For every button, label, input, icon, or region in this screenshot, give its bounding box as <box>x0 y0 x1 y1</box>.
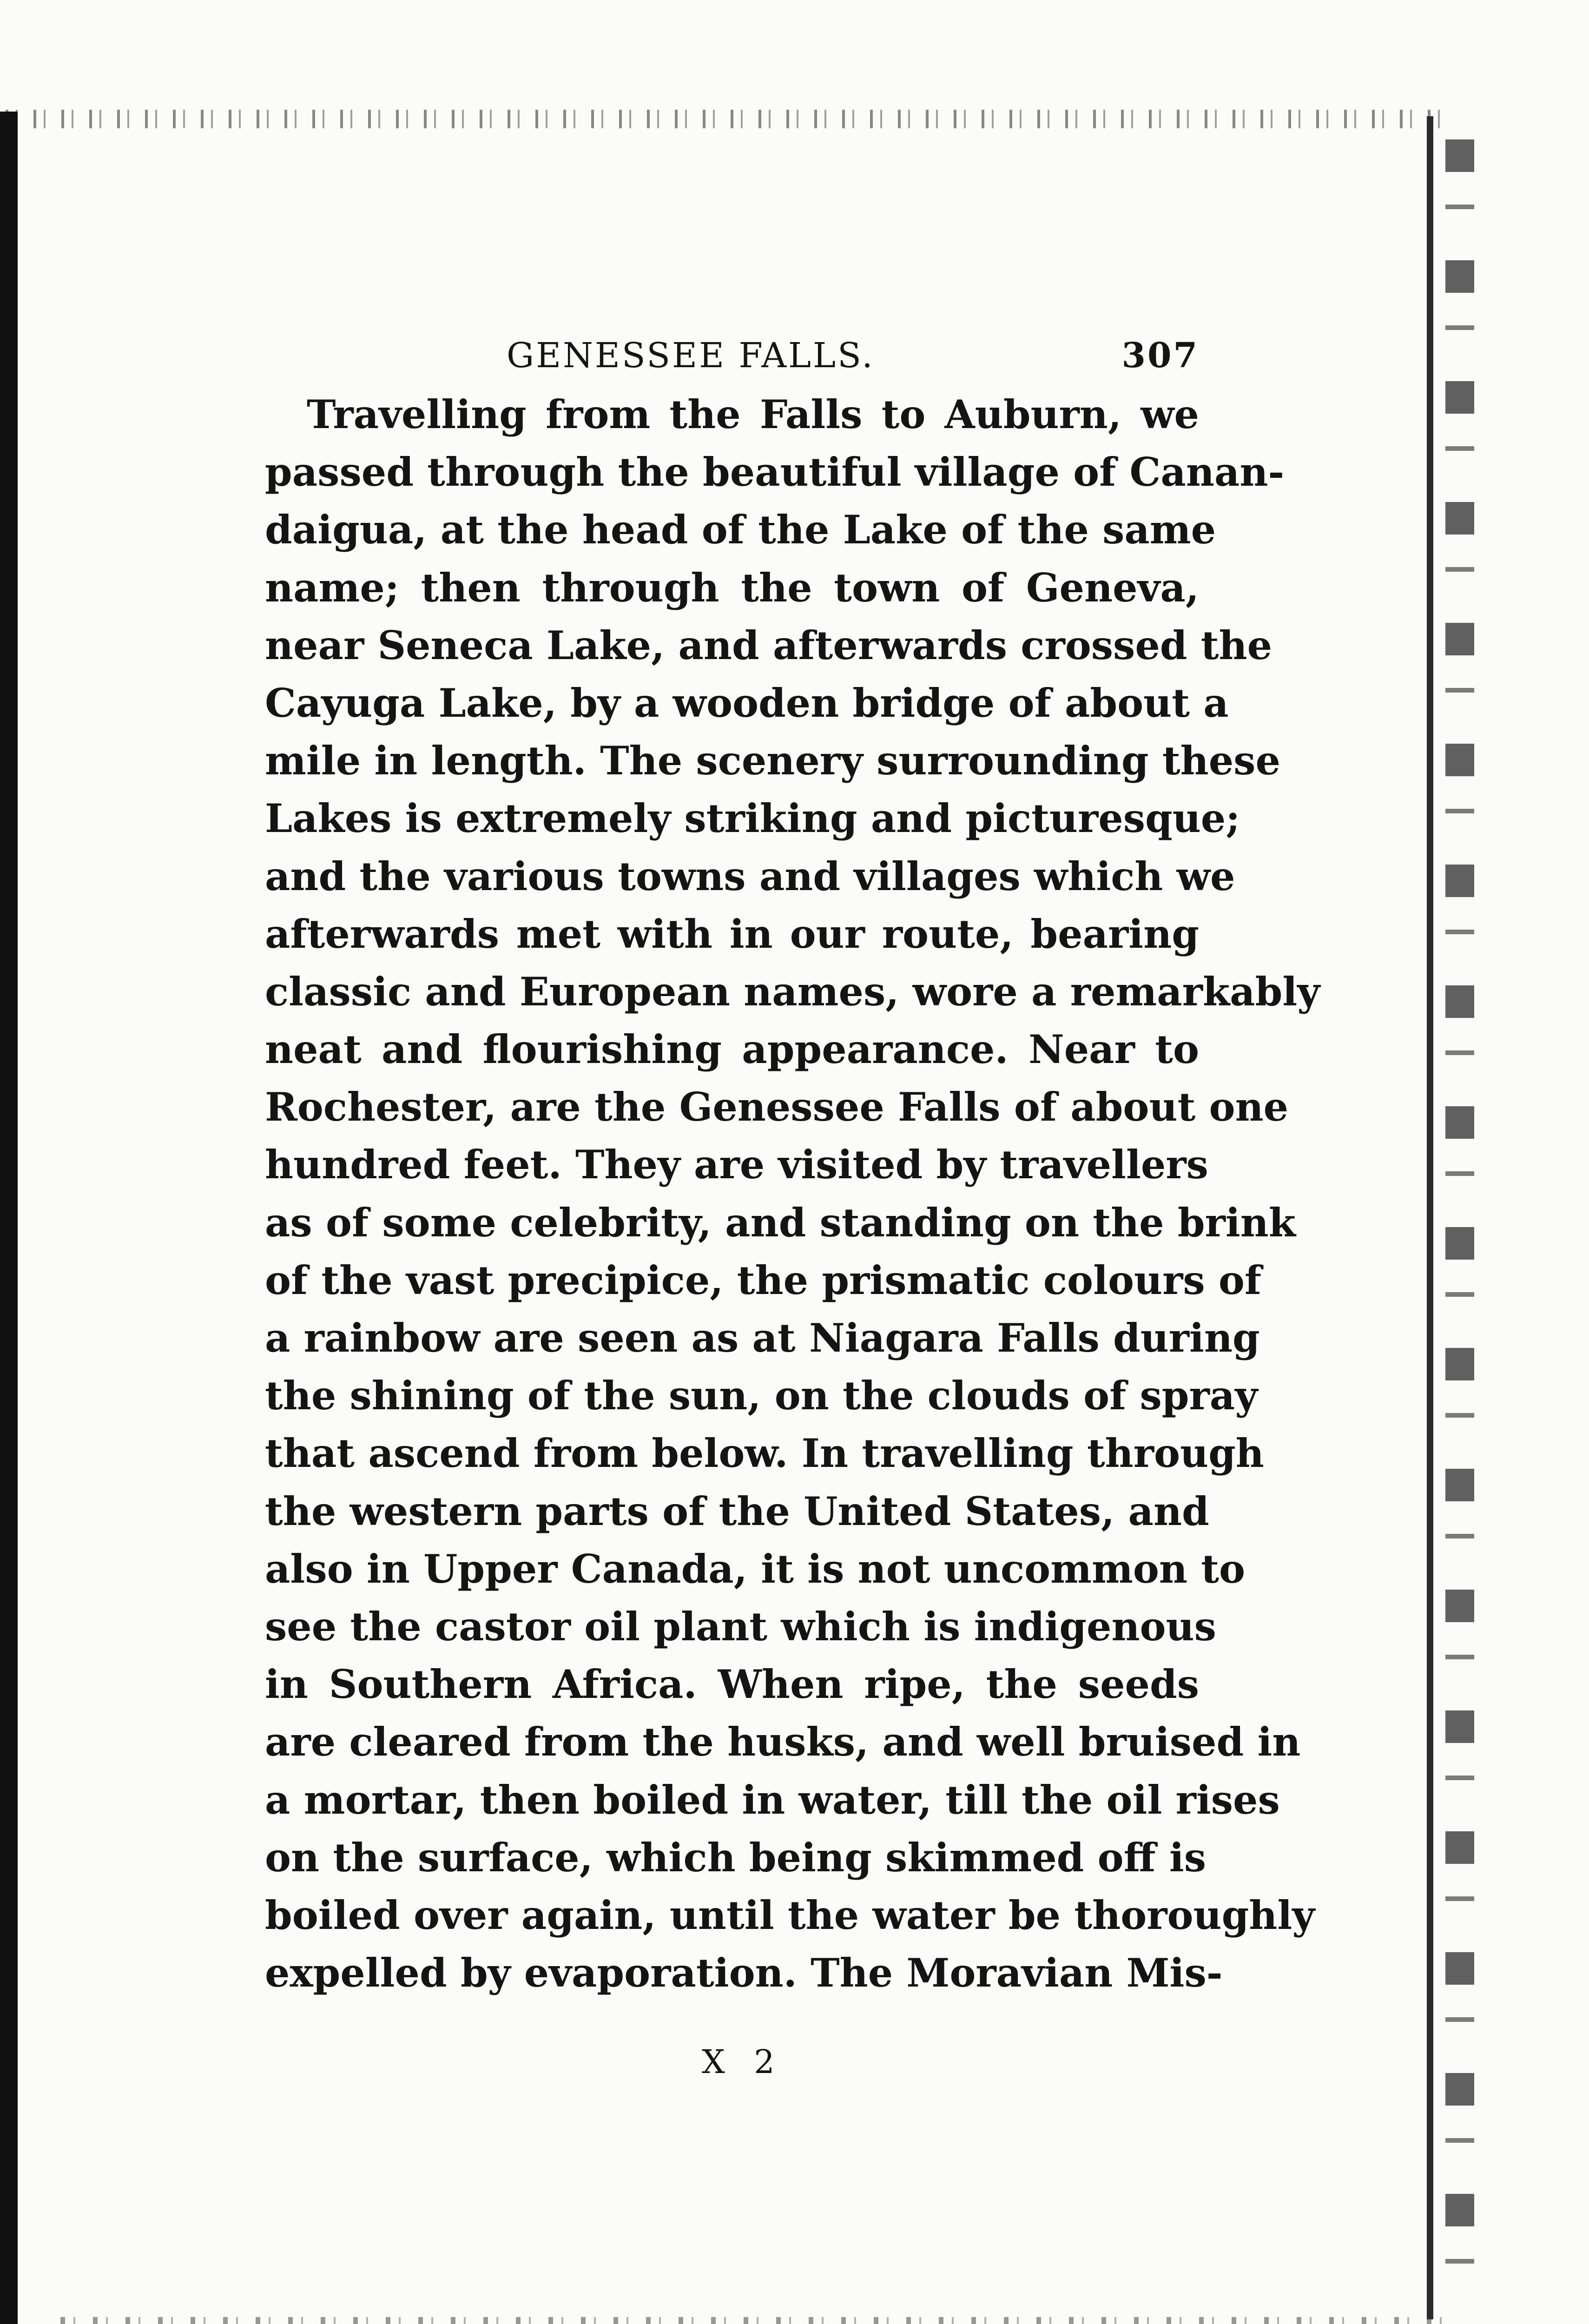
text-line: are cleared from the husks, and well bruised in <box>265 1719 1301 1765</box>
text-line: the shining of the sun, on the clouds of spray <box>265 1373 1258 1419</box>
text-line: that ascend from below. In travelling through <box>265 1430 1264 1477</box>
text-line: near Seneca Lake, and afterwards crossed the <box>265 622 1273 668</box>
text-line: as of some celebrity, and standing on the brink <box>265 1199 1296 1246</box>
signature-mark: X 2 <box>702 2043 784 2081</box>
page-number: 307 <box>1121 336 1199 376</box>
scan-edge-bottom <box>60 2317 1445 2324</box>
running-head: GENESSEE FALLS. <box>507 336 875 376</box>
page-content <box>265 325 1320 2002</box>
text-line: in Southern Africa. When ripe, the seeds <box>265 1661 1199 1708</box>
page-header <box>265 325 1199 386</box>
text-line: hundred feet. They are visited by travellers <box>265 1142 1208 1188</box>
scan-edge-right <box>1427 116 1433 2319</box>
text-line: Cayuga Lake, by a wooden bridge of about a <box>265 680 1229 726</box>
text-line: Travelling from the Falls to Auburn, we <box>307 391 1199 437</box>
text-line: passed through the beautiful village of Canan- <box>265 449 1285 495</box>
text-line: boiled over again, until the water be thoroughly <box>265 1892 1315 1938</box>
text-line: a rainbow are seen as at Niagara Falls during <box>265 1315 1260 1361</box>
text-line: on the surface, which being skimmed off is <box>265 1834 1207 1881</box>
text-line: name; then through the town of Geneva, <box>265 564 1199 611</box>
text-line: also in Upper Canada, it is not uncommon to <box>265 1545 1246 1592</box>
text-line: the western parts of the United States, and <box>265 1488 1209 1534</box>
body-paragraph <box>265 386 1320 2002</box>
text-line: mile in length. The scenery surrounding these <box>265 738 1280 784</box>
text-line: see the castor oil plant which is indigenous <box>265 1603 1216 1650</box>
text-line: and the various towns and villages which we <box>265 853 1235 899</box>
text-line: Lakes is extremely striking and picturesque; <box>265 795 1240 842</box>
text-line: classic and European names, wore a remarkably <box>265 968 1320 1015</box>
scan-edge-right-strip <box>1445 139 1474 2278</box>
text-line: neat and flourishing appearance. Near to <box>265 1026 1199 1073</box>
scan-edge-top <box>6 110 1442 128</box>
text-line: of the vast precipice, the prismatic colours of <box>265 1257 1262 1303</box>
text-line: expelled by evaporation. The Moravian Mis- <box>265 1950 1223 1996</box>
text-line: a mortar, then boiled in water, till the oil rises <box>265 1776 1280 1823</box>
text-line: Rochester, are the Genessee Falls of about one <box>265 1084 1289 1130</box>
text-line: afterwards met with in our route, bearing <box>265 911 1199 957</box>
scan-edge-left <box>0 112 18 2324</box>
text-line: daigua, at the head of the Lake of the same <box>265 507 1216 553</box>
